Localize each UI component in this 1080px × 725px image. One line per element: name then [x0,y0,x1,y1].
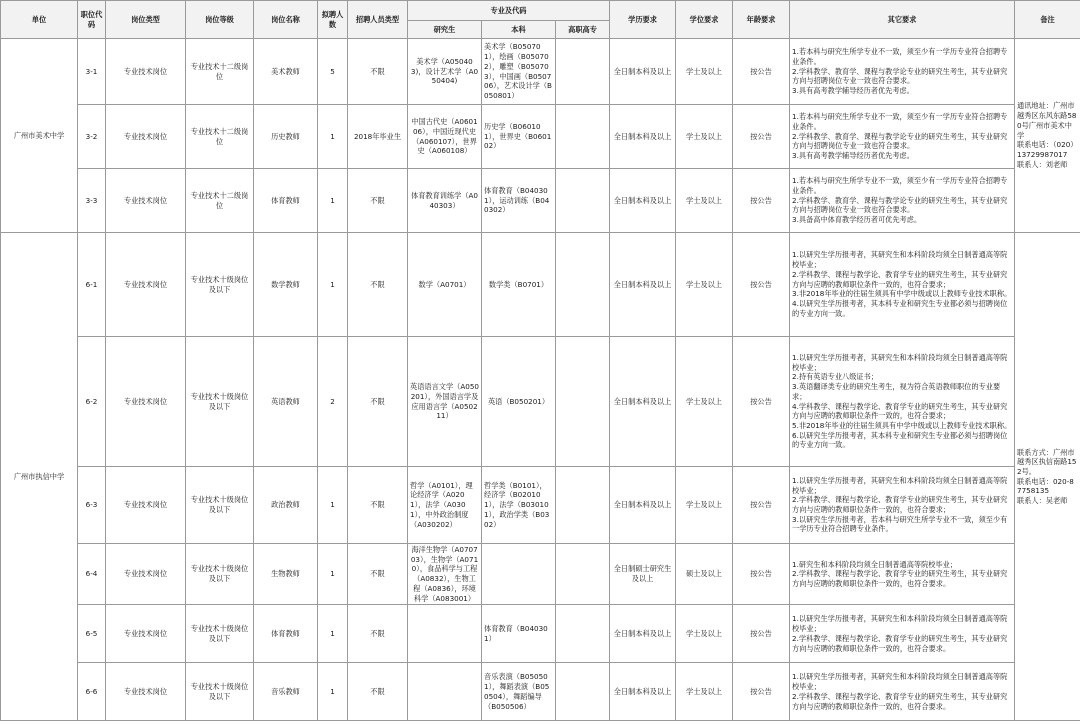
recruit-cell: 不限 [348,337,408,467]
header-degree: 学位要求 [676,1,733,39]
count-cell: 1 [318,467,348,544]
other-requirements-cell: 1.若本科与研究生所学专业不一致，须至少有一学历专业符合招聘专业条件。 2.学科教学、教育学、课程与教学论专业的研究生考生，其专业研究方向与招聘岗位专业一致也符合要求。 3.具有高考教学辅导经历者优先考虑。 [790,39,1015,105]
code-cell: 6-1 [78,233,106,337]
level-cell: 专业技术十二级岗位 [186,105,254,169]
name-cell: 体育教师 [254,605,318,663]
type-cell: 专业技术岗位 [106,337,186,467]
count-cell: 1 [318,169,348,233]
grad-cell: 哲学（A0101），理论经济学（A0201），法学（A0301），中外政治制度（A030202） [408,467,482,544]
recruit-cell: 不限 [348,663,408,721]
other-requirements-cell: 1.以研究生学历报考者，其研究生和本科阶段均须全日制普通高等院校毕业； 2.学科教学、课程与教学论、教育学专业的研究生考生，其专业研究方向与应聘的教师职位条件一致的，也符合要求； 3.非2018年毕业的往届生须具有中学中级或以上教师专业技术职称。 4.以研究生学历报考者，其本科专业和研究生专业都必须与招聘岗位的专业方向一致。 [790,233,1015,337]
count-cell: 1 [318,544,348,605]
header-undergrad: 本科 [482,21,556,39]
vocational-cell [556,663,610,721]
undergrad-cell: 哲学类（B0101），经济学（B020101），法学（B030101），政治学类（B0302） [482,467,556,544]
type-cell: 专业技术岗位 [106,169,186,233]
recruit-cell: 不限 [348,233,408,337]
recruit-cell: 2018年毕业生 [348,105,408,169]
name-cell: 历史教师 [254,105,318,169]
undergrad-cell: 美术学（B050701），绘画（B050702），雕塑（B050703），中国画（B050706），艺术设计学（B050801） [482,39,556,105]
degree-cell: 学士及以上 [676,337,733,467]
vocational-cell [556,337,610,467]
vocational-cell [556,544,610,605]
other-requirements-cell: 1.若本科与研究生所学专业不一致，须至少有一学历专业符合招聘专业条件。 2.学科教学、教育学、课程与教学论专业的研究生考生，其专业研究方向与招聘岗位专业一致也符合要求。 3.具备高中体育教学经历者可优先考虑。 [790,169,1015,233]
degree-cell: 学士及以上 [676,233,733,337]
type-cell: 专业技术岗位 [106,544,186,605]
level-cell: 专业技术十级岗位及以下 [186,467,254,544]
count-cell: 1 [318,105,348,169]
age-cell: 按公告 [733,663,790,721]
recruit-cell: 不限 [348,605,408,663]
count-cell: 1 [318,663,348,721]
type-cell: 专业技术岗位 [106,605,186,663]
recruit-cell: 不限 [348,544,408,605]
degree-cell: 学士及以上 [676,105,733,169]
code-cell: 6-4 [78,544,106,605]
name-cell: 生物教师 [254,544,318,605]
table-row [1,605,1080,663]
age-cell: 按公告 [733,605,790,663]
grad-cell [408,605,482,663]
level-cell: 专业技术十级岗位及以下 [186,663,254,721]
table-row [1,39,1080,105]
header-type: 岗位类型 [106,1,186,39]
header-age: 年龄要求 [733,1,790,39]
undergrad-cell: 历史学（B060101），世界史（B060102） [482,105,556,169]
other-requirements-cell: 1.以研究生学历报考者，其研究生和本科阶段均须全日制普通高等院校毕业； 2.学科教学、课程与教学论、教育学专业的研究生考生，其专业研究方向与应聘的教师职位条件一致的，也符合要求。 [790,605,1015,663]
edu-cell: 全日制本科及以上 [610,39,676,105]
header-unit: 单位 [1,1,78,39]
header-code: 职位代码 [78,1,106,39]
table-row [1,337,1080,467]
table-row [1,663,1080,721]
degree-cell: 学士及以上 [676,39,733,105]
level-cell: 专业技术十二级岗位 [186,39,254,105]
undergrad-cell [482,544,556,605]
undergrad-cell: 数学类（B0701） [482,233,556,337]
other-requirements-cell: 1.若本科与研究生所学专业不一致，须至少有一学历专业符合招聘专业条件。 2.学科教学、教育学、课程与教学论专业的研究生考生，其专业研究方向与招聘岗位专业一致也符合要求。 3.具有高考教学辅导经历者优先考虑。 [790,105,1015,169]
degree-cell: 学士及以上 [676,605,733,663]
count-cell: 1 [318,605,348,663]
degree-cell: 硕士及以上 [676,544,733,605]
name-cell: 数学教师 [254,233,318,337]
type-cell: 专业技术岗位 [106,663,186,721]
other-requirements-cell: 1.以研究生学历报考者，其研究生和本科阶段均须全日制普通高等院校毕业； 2.持有英语专业八级证书； 3.英语翻译类专业的研究生考生，视为符合英语教师职位的专业要求； 4.学科教学、课程与教学论、教育学专业的研究生考生，其专业研究方向与应聘的教师职位条件一致的，也符合要求； 5.非2018年毕业的往届生须具有中学中级或以上教师专业技术职称。 6.以研究生学历报考者，其本科专业和研究生专业都必须与招聘岗位的专业方向一致。 [790,337,1015,467]
header-level: 岗位等级 [186,1,254,39]
header-edu: 学历要求 [610,1,676,39]
age-cell: 按公告 [733,467,790,544]
header-vocational: 高职高专 [556,21,610,39]
code-cell: 3-1 [78,39,106,105]
grad-cell: 中国古代史（A060106），中国近现代史（A060107），世界史（A060108） [408,105,482,169]
undergrad-cell: 体育教育（B040301） [482,605,556,663]
type-cell: 专业技术岗位 [106,105,186,169]
header-recruit: 招聘人员类型 [348,1,408,39]
age-cell: 按公告 [733,105,790,169]
edu-cell: 全日制本科及以上 [610,467,676,544]
edu-cell: 全日制本科及以上 [610,233,676,337]
age-cell: 按公告 [733,233,790,337]
level-cell: 专业技术十级岗位及以下 [186,605,254,663]
grad-cell: 数学（A0701） [408,233,482,337]
unit-cell: 广州市执信中学 [1,233,78,721]
name-cell: 英语教师 [254,337,318,467]
degree-cell: 学士及以上 [676,467,733,544]
name-cell: 体育教师 [254,169,318,233]
count-cell: 5 [318,39,348,105]
undergrad-cell: 英语（B050201） [482,337,556,467]
edu-cell: 全日制本科及以上 [610,605,676,663]
table-row [1,233,1080,337]
level-cell: 专业技术十级岗位及以下 [186,544,254,605]
note-cell: 联系方式：广州市越秀区执信南路152号。 联系电话：020-87758135 联系人：吴老师 [1015,233,1080,721]
edu-cell: 全日制本科及以上 [610,337,676,467]
vocational-cell [556,467,610,544]
undergrad-cell: 体育教育（B040301），运动训练（B040302） [482,169,556,233]
edu-cell: 全日制本科及以上 [610,169,676,233]
edu-cell: 全日制本科及以上 [610,663,676,721]
count-cell: 2 [318,337,348,467]
header-count: 拟聘人数 [318,1,348,39]
header-note: 备注 [1015,1,1080,39]
table-row [1,544,1080,605]
level-cell: 专业技术十级岗位及以下 [186,337,254,467]
level-cell: 专业技术十二级岗位 [186,169,254,233]
grad-cell: 海洋生物学（A070703），生物学（A0710），食品科学与工程（A0832），生物工程（A0836），环境科学（A083001） [408,544,482,605]
other-requirements-cell: 1.以研究生学历报考者，其研究生和本科阶段均须全日制普通高等院校毕业； 2.学科教学、课程与教学论、教育学专业的研究生考生，其专业研究方向与应聘的教师职位条件一致的，也符合要求。 [790,663,1015,721]
header-other: 其它要求 [790,1,1015,39]
code-cell: 6-2 [78,337,106,467]
vocational-cell [556,233,610,337]
vocational-cell [556,39,610,105]
edu-cell: 全日制本科及以上 [610,105,676,169]
name-cell: 音乐教师 [254,663,318,721]
type-cell: 专业技术岗位 [106,39,186,105]
grad-cell: 美术学（A050403)，设计艺术学（A050404) [408,39,482,105]
grad-cell [408,663,482,721]
degree-cell: 学士及以上 [676,663,733,721]
level-cell: 专业技术十级岗位及以下 [186,233,254,337]
vocational-cell [556,105,610,169]
recruit-cell: 不限 [348,39,408,105]
header-major-group: 专业及代码 [408,1,610,21]
unit-cell: 广州市美术中学 [1,39,78,233]
degree-cell: 学士及以上 [676,169,733,233]
name-cell: 美术教师 [254,39,318,105]
other-requirements-cell: 1.以研究生学历报考者，其研究生和本科阶段均须全日制普通高等院校毕业； 2.学科教学、课程与教学论、教育学专业的研究生考生，其专业研究方向与应聘的教师职位条件一致的，也符合要求； 3.以研究生学历报考者，若本科与研究生所学专业不一致，须至少有一学历专业符合招聘专业条件。 [790,467,1015,544]
table-row [1,467,1080,544]
age-cell: 按公告 [733,39,790,105]
grad-cell: 体育教育训练学（A040303） [408,169,482,233]
code-cell: 6-5 [78,605,106,663]
table-row [1,105,1080,169]
count-cell: 1 [318,233,348,337]
note-cell: 通讯地址：广州市越秀区东风东路580号广州市美术中学 联系电话：（020）13729987017 联系人：刘老师 [1015,39,1080,233]
type-cell: 专业技术岗位 [106,467,186,544]
header-grad: 研究生 [408,21,482,39]
code-cell: 6-3 [78,467,106,544]
header-name: 岗位名称 [254,1,318,39]
code-cell: 6-6 [78,663,106,721]
age-cell: 按公告 [733,169,790,233]
age-cell: 按公告 [733,544,790,605]
grad-cell: 英语语言文学（A050201），外国语言学及应用语言学（A050211） [408,337,482,467]
vocational-cell [556,605,610,663]
code-cell: 3-2 [78,105,106,169]
recruit-cell: 不限 [348,467,408,544]
recruit-cell: 不限 [348,169,408,233]
code-cell: 3-3 [78,169,106,233]
type-cell: 专业技术岗位 [106,233,186,337]
name-cell: 政治教师 [254,467,318,544]
vocational-cell [556,169,610,233]
age-cell: 按公告 [733,337,790,467]
edu-cell: 全日制硕士研究生及以上 [610,544,676,605]
undergrad-cell: 音乐表演（B050501），舞蹈表演（B050504），舞蹈编导（B050506） [482,663,556,721]
other-requirements-cell: 1.研究生和本科阶段均须全日制普通高等院校毕业； 2.学科教学、课程与教学论、教育学专业的研究生考生，其专业研究方向与应聘的教师职位条件一致的，也符合要求。 [790,544,1015,605]
table-row [1,169,1080,233]
